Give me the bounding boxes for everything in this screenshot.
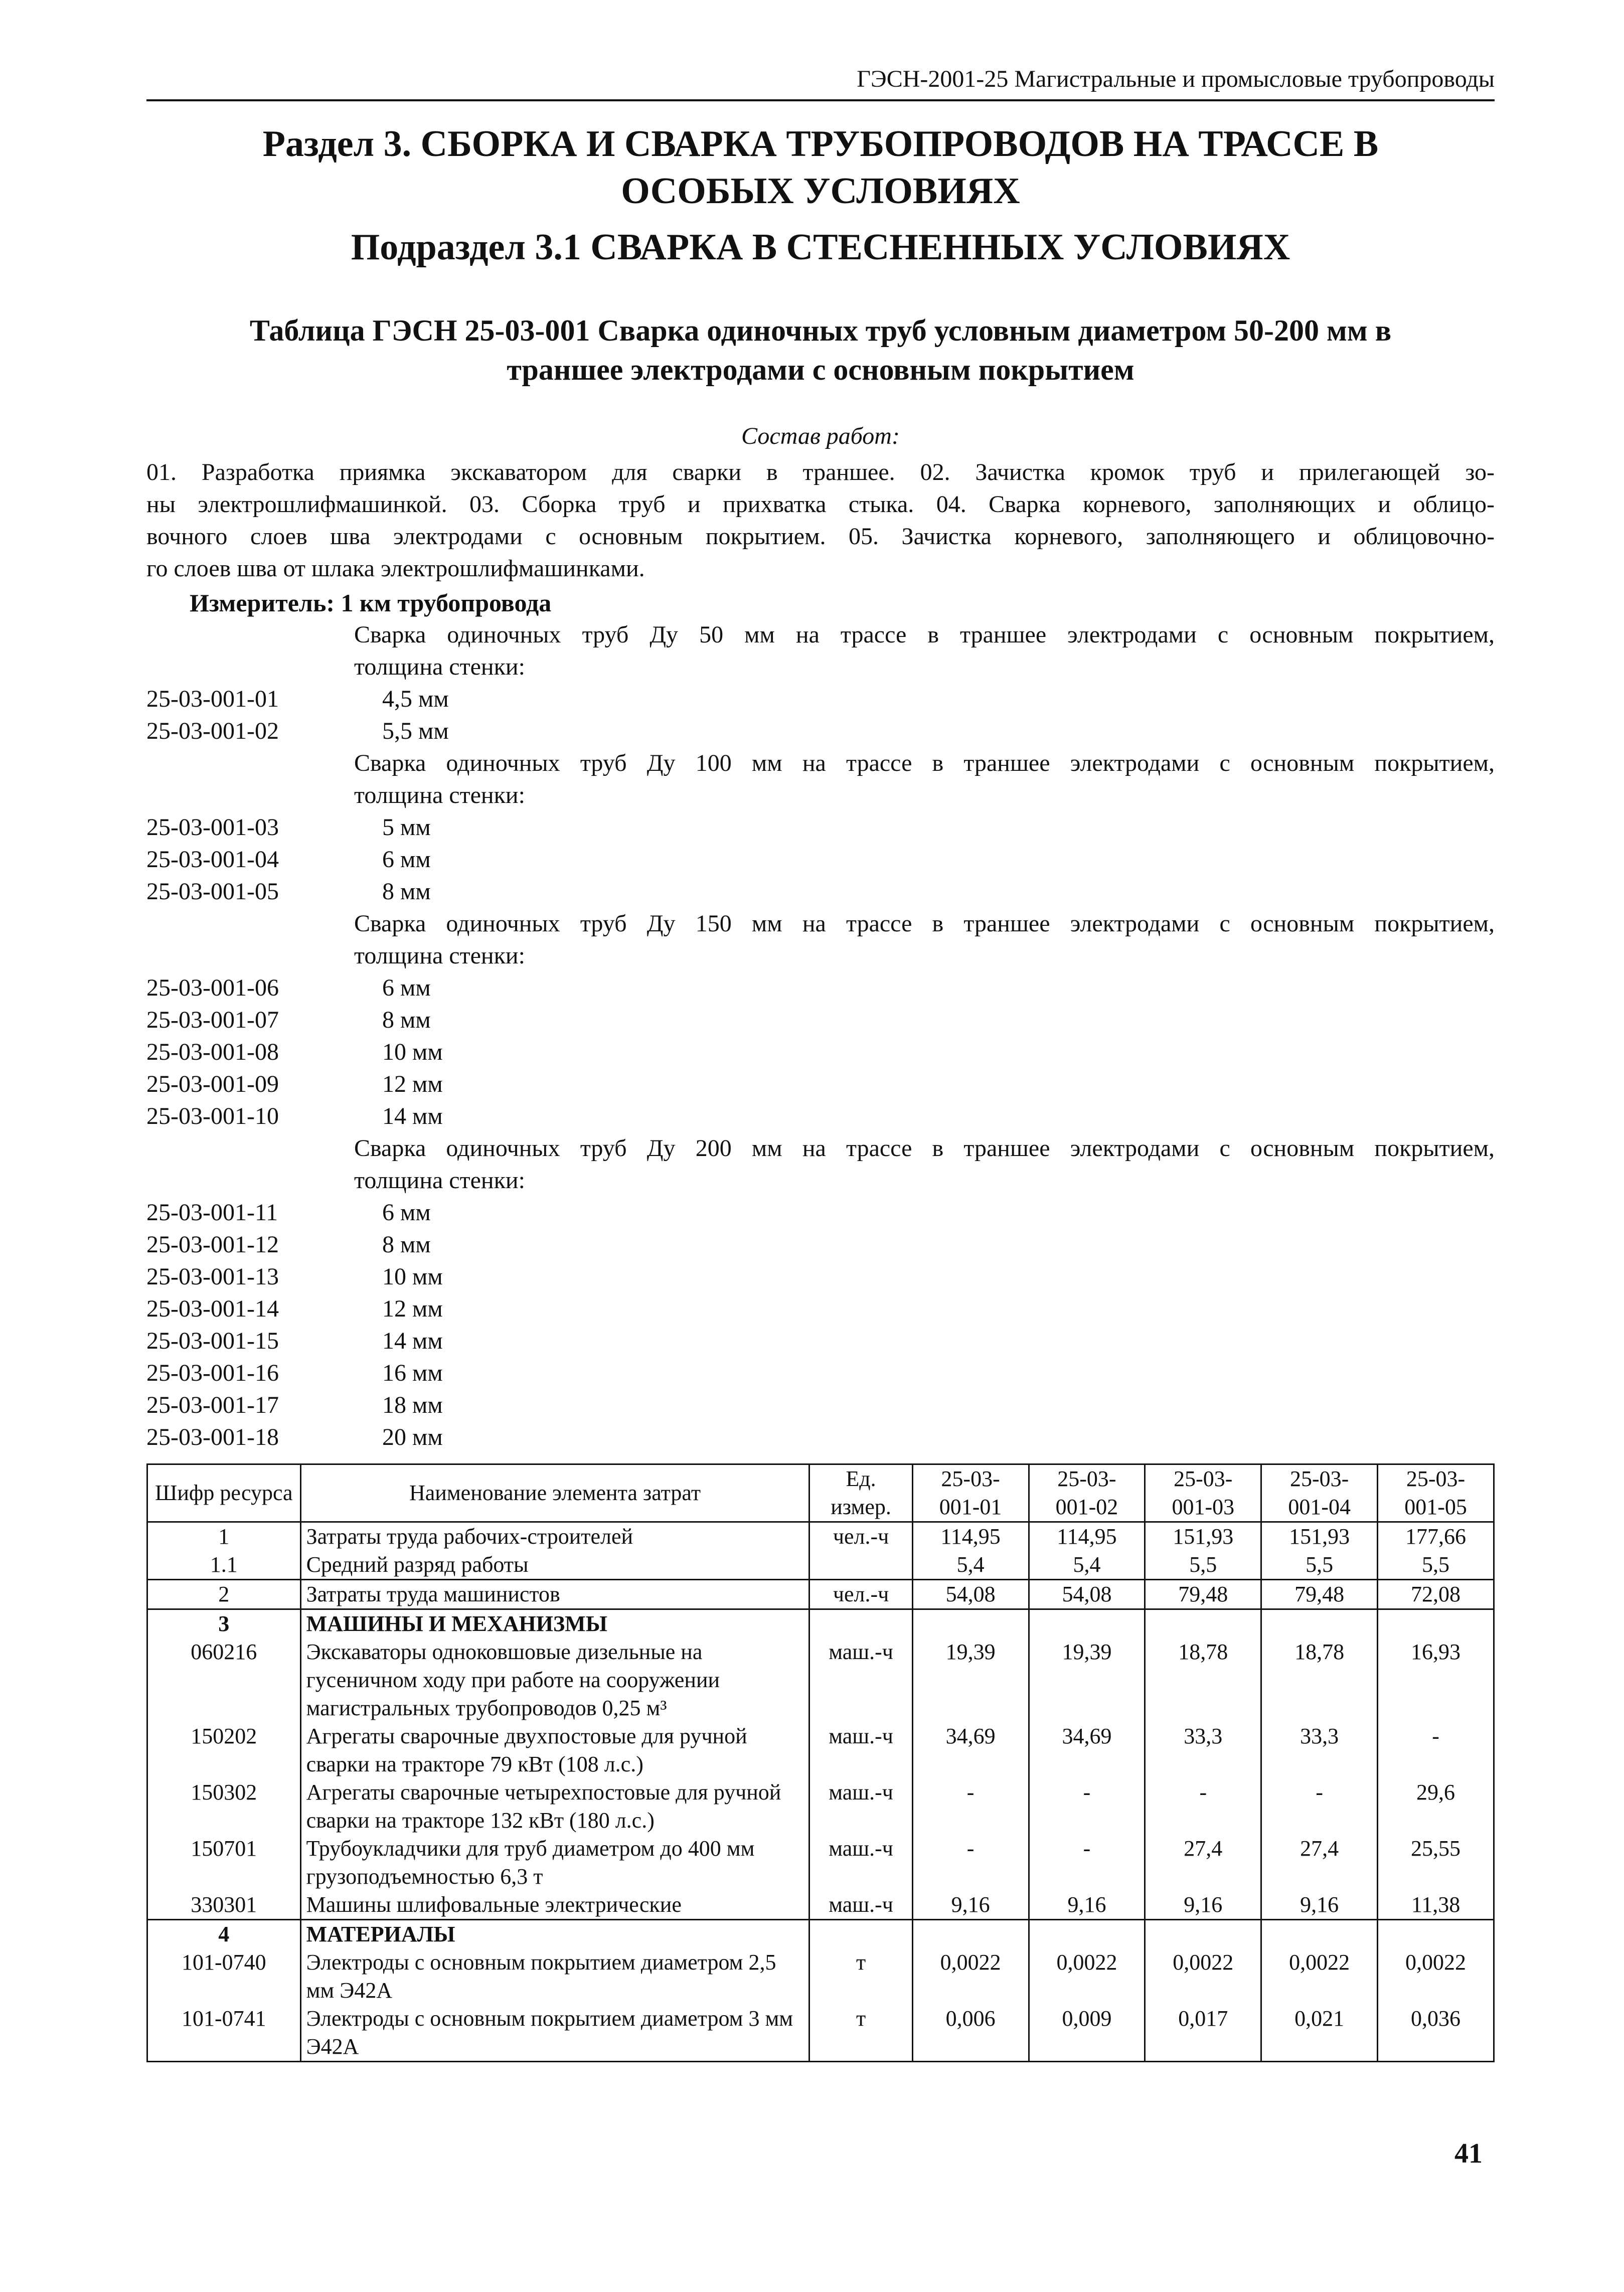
cell-value — [1145, 1609, 1261, 1639]
cell-value — [1029, 1609, 1145, 1639]
norm-code: 25-03-001-17 — [146, 1392, 279, 1418]
cell-code: 3 — [147, 1609, 301, 1639]
cell-unit — [809, 1551, 912, 1580]
wall-thickness: 16 мм — [382, 1360, 443, 1386]
cell-value: 29,6 — [1378, 1778, 1494, 1835]
cell-value: 151,93 — [1145, 1522, 1261, 1551]
cell-value — [1261, 1920, 1378, 1949]
cell-unit: т — [809, 1948, 912, 2005]
measure-label: Измеритель: — [190, 589, 335, 617]
wall-thickness: 5,5 мм — [382, 718, 449, 744]
cell-value: 16,93 — [1378, 1638, 1494, 1722]
col-header-code: Шифр ресурса — [147, 1464, 301, 1522]
wall-thickness: 12 мм — [382, 1295, 443, 1322]
cell-value: 0,0022 — [1145, 1948, 1261, 2005]
cell-value — [1145, 1920, 1261, 1949]
norm-code: 25-03-001-11 — [146, 1199, 278, 1226]
table-row — [147, 1948, 1494, 2005]
table-row — [147, 1551, 1494, 1580]
group-description — [146, 1132, 1495, 1197]
cell-value: - — [1145, 1778, 1261, 1835]
section-title — [146, 120, 1495, 215]
cell-value — [1029, 1920, 1145, 1949]
cell-name: Агрегаты сварочные двухпостовые для ручной сварки на тракторе 79 кВт (108 л.с.) — [300, 1722, 809, 1778]
table-row — [147, 1609, 1494, 1639]
norm-item — [146, 1229, 1495, 1261]
norm-item — [146, 1068, 1495, 1100]
cell-unit: т — [809, 2005, 912, 2062]
table-row — [147, 1920, 1494, 1949]
cell-value: 9,16 — [1261, 1891, 1378, 1920]
cell-unit: маш.-ч — [809, 1835, 912, 1891]
running-header: ГЭСН-2001-25 Магистральные и промысловые трубопроводы — [857, 66, 1495, 92]
cell-value: 33,3 — [1261, 1722, 1378, 1778]
cell-value: 0,0022 — [912, 1948, 1029, 2005]
norm-code: 25-03-001-08 — [146, 1039, 279, 1065]
header-rule — [146, 99, 1495, 101]
norm-item — [146, 1197, 1495, 1229]
cell-value: 18,78 — [1261, 1638, 1378, 1722]
wall-thickness: 10 мм — [382, 1039, 443, 1065]
group-description-line: Сварка одиночных труб Ду 150 мм на трассе в траншее электродами с основным покрытием, — [354, 910, 1495, 937]
norm-item — [146, 844, 1495, 876]
norm-code: 25-03-001-01 — [146, 686, 279, 712]
cell-code: 1 — [147, 1522, 301, 1551]
work-line: го слоев шва от шлака электрошлифмашинками. — [146, 555, 645, 582]
cell-unit — [809, 1609, 912, 1639]
cell-value: 0,0022 — [1029, 1948, 1145, 2005]
cell-value: 114,95 — [1029, 1522, 1145, 1551]
wall-thickness: 10 мм — [382, 1263, 443, 1290]
cell-name: Затраты труда рабочих-строителей — [300, 1522, 809, 1551]
cell-unit: маш.-ч — [809, 1722, 912, 1778]
cell-value: 54,08 — [1029, 1580, 1145, 1609]
cell-value: 19,39 — [912, 1638, 1029, 1722]
group-description-line: Сварка одиночных труб Ду 200 мм на трассе в траншее электродами с основным покрытием, — [354, 1135, 1495, 1162]
table-row — [147, 1722, 1494, 1778]
table-row — [147, 1835, 1494, 1891]
cell-value: 0,036 — [1378, 2005, 1494, 2062]
group-description — [146, 908, 1495, 972]
group-description-line: толщина стенки: — [354, 942, 525, 969]
norm-code: 25-03-001-09 — [146, 1071, 279, 1097]
table-row — [147, 1891, 1494, 1920]
wall-thickness: 6 мм — [382, 846, 431, 873]
wall-thickness: 8 мм — [382, 1231, 431, 1258]
cell-name: Трубоукладчики для труб диаметром до 400 мм грузоподъемностью 6,3 т — [300, 1835, 809, 1891]
cell-value: 9,16 — [1029, 1891, 1145, 1920]
cell-name: МАТЕРИАЛЫ — [300, 1920, 809, 1949]
cell-name: Агрегаты сварочные четырехпостовые для ручной сварки на тракторе 132 кВт (180 л.с.) — [300, 1778, 809, 1835]
group-description-line: Сварка одиночных труб Ду 50 мм на трассе в траншее электродами с основным покрытием, — [354, 621, 1495, 648]
norm-code: 25-03-001-04 — [146, 846, 279, 873]
norm-item — [146, 1357, 1495, 1389]
cell-name: Электроды с основным покрытием диаметром 2,5 мм Э42А — [300, 1948, 809, 2005]
col-header-name: Наименование элемента затрат — [300, 1464, 809, 1522]
group-description-line: толщина стенки: — [354, 782, 525, 808]
wall-thickness: 8 мм — [382, 1007, 431, 1033]
cell-code: 4 — [147, 1920, 301, 1949]
work-line: 01. Разработка приямка экскаватором для сварки в траншее. 02. Зачистка кромок труб и прилегающей зо- — [146, 459, 1495, 485]
cell-code: 101-0741 — [147, 2005, 301, 2062]
cell-unit: маш.-ч — [809, 1778, 912, 1835]
norm-item — [146, 683, 1495, 715]
group-description-line: Сварка одиночных труб Ду 100 мм на трассе в траншее электродами с основным покрытием, — [354, 750, 1495, 776]
col-header-norm: 25-03- 001-04 — [1261, 1464, 1378, 1522]
cell-unit: маш.-ч — [809, 1891, 912, 1920]
wall-thickness: 18 мм — [382, 1392, 443, 1418]
col-header-unit: Ед. измер. — [809, 1464, 912, 1522]
section-title-line-1: Раздел 3. СБОРКА И СВАРКА ТРУБОПРОВОДОВ НА ТРАССЕ В — [262, 123, 1379, 165]
cell-value: - — [1029, 1835, 1145, 1891]
cell-name: Затраты труда машинистов — [300, 1580, 809, 1609]
table-header-row — [147, 1464, 1494, 1522]
cell-value: 27,4 — [1145, 1835, 1261, 1891]
cell-code: 330301 — [147, 1891, 301, 1920]
table-row — [147, 1522, 1494, 1551]
subsection-title: Подраздел 3.1 СВАРКА В СТЕСНЕННЫХ УСЛОВИЯХ — [351, 227, 1290, 268]
cell-unit: маш.-ч — [809, 1638, 912, 1722]
work-composition-text — [146, 456, 1495, 585]
cell-code: 060216 — [147, 1638, 301, 1722]
cell-value — [912, 1609, 1029, 1639]
cell-unit: чел.-ч — [809, 1522, 912, 1551]
cell-value: 25,55 — [1378, 1835, 1494, 1891]
cell-value: 79,48 — [1261, 1580, 1378, 1609]
norm-item — [146, 1293, 1495, 1325]
wall-thickness: 5 мм — [382, 814, 431, 841]
wall-thickness: 8 мм — [382, 878, 431, 905]
norm-item — [146, 715, 1495, 747]
cell-value: 79,48 — [1145, 1580, 1261, 1609]
work-line: ны электрошлифмашинкой. 03. Сборка труб и прихватка стыка. 04. Сварка корневого, заполняющих и облицо- — [146, 491, 1495, 518]
cell-value: 0,017 — [1145, 2005, 1261, 2062]
cell-value: 9,16 — [1145, 1891, 1261, 1920]
cell-value: 19,39 — [1029, 1638, 1145, 1722]
table-row — [147, 2005, 1494, 2062]
table-row — [147, 1778, 1494, 1835]
table-title-line-1: Таблица ГЭСН 25-03-001 Сварка одиночных труб условным диаметром 50-200 мм в — [249, 314, 1392, 347]
col-header-norm: 25-03- 001-03 — [1145, 1464, 1261, 1522]
cell-value: 0,0022 — [1378, 1948, 1494, 2005]
table-row — [147, 1580, 1494, 1609]
cell-value: 27,4 — [1261, 1835, 1378, 1891]
wall-thickness: 14 мм — [382, 1103, 443, 1129]
col-header-norm: 25-03- 001-05 — [1378, 1464, 1494, 1522]
cell-value: 151,93 — [1261, 1522, 1378, 1551]
cell-value: 34,69 — [912, 1722, 1029, 1778]
norm-item — [146, 876, 1495, 908]
norm-item — [146, 1261, 1495, 1293]
norm-item — [146, 1100, 1495, 1132]
cell-name: Средний разряд работы — [300, 1551, 809, 1580]
col-header-norm: 25-03- 001-01 — [912, 1464, 1029, 1522]
table-title-line-2: траншее электродами с основным покрытием — [507, 353, 1134, 386]
norm-code: 25-03-001-10 — [146, 1103, 279, 1129]
wall-thickness: 12 мм — [382, 1071, 443, 1097]
cell-code: 150302 — [147, 1778, 301, 1835]
wall-thickness: 14 мм — [382, 1328, 443, 1354]
norm-code: 25-03-001-16 — [146, 1360, 279, 1386]
norm-item — [146, 972, 1495, 1004]
group-description — [146, 619, 1495, 683]
norm-code: 25-03-001-13 — [146, 1263, 279, 1290]
cell-value: - — [912, 1778, 1029, 1835]
norm-code: 25-03-001-06 — [146, 974, 279, 1001]
cell-value — [1261, 1609, 1378, 1639]
norm-code: 25-03-001-03 — [146, 814, 279, 841]
cell-code: 150202 — [147, 1722, 301, 1778]
cell-value: 5,5 — [1145, 1551, 1261, 1580]
norm-code: 25-03-001-18 — [146, 1424, 279, 1450]
cell-name: МАШИНЫ И МЕХАНИЗМЫ — [300, 1609, 809, 1639]
cell-name: Машины шлифовальные электрические — [300, 1891, 809, 1920]
cell-value: - — [1261, 1778, 1378, 1835]
cell-value: 5,5 — [1261, 1551, 1378, 1580]
group-description-line: толщина стенки: — [354, 653, 525, 680]
work-line: вочного слоев шва электродами с основным покрытием. 05. Зачистка корневого, заполняющего и облицовочно- — [146, 523, 1495, 550]
cell-value: 177,66 — [1378, 1522, 1494, 1551]
page-number: 41 — [1454, 2138, 1483, 2169]
cell-value: 72,08 — [1378, 1580, 1494, 1609]
cell-value: 18,78 — [1145, 1638, 1261, 1722]
wall-thickness: 6 мм — [382, 1199, 431, 1226]
cell-value: 0,006 — [912, 2005, 1029, 2062]
norm-code: 25-03-001-05 — [146, 878, 279, 905]
wall-thickness: 6 мм — [382, 974, 431, 1001]
measure-unit — [190, 587, 551, 619]
norm-code: 25-03-001-15 — [146, 1328, 279, 1354]
group-description — [146, 747, 1495, 811]
norm-item — [146, 1421, 1495, 1453]
cell-unit: чел.-ч — [809, 1580, 912, 1609]
norm-item — [146, 1004, 1495, 1036]
norm-item — [146, 811, 1495, 844]
norm-code: 25-03-001-02 — [146, 718, 279, 744]
cell-code: 101-0740 — [147, 1948, 301, 2005]
cell-code: 2 — [147, 1580, 301, 1609]
cell-value — [912, 1920, 1029, 1949]
cell-value: 0,0022 — [1261, 1948, 1378, 2005]
resource-table — [146, 1463, 1495, 2062]
norm-items-list — [146, 619, 1495, 1453]
cell-value: 54,08 — [912, 1580, 1029, 1609]
wall-thickness: 4,5 мм — [382, 686, 449, 712]
cell-value: 9,16 — [912, 1891, 1029, 1920]
cell-name: Экскаваторы одноковшовые дизельные на гусеничном ходу при работе на сооружении магистральных трубопроводов 0,25 м³ — [300, 1638, 809, 1722]
cell-unit — [809, 1920, 912, 1949]
cell-value: 5,5 — [1378, 1551, 1494, 1580]
group-description-line: толщина стенки: — [354, 1167, 525, 1194]
table-row — [147, 1638, 1494, 1722]
section-title-line-2: ОСОБЫХ УСЛОВИЯХ — [621, 171, 1020, 212]
norm-item — [146, 1325, 1495, 1357]
norm-code: 25-03-001-12 — [146, 1231, 279, 1258]
cell-code: 150701 — [147, 1835, 301, 1891]
work-composition-title: Состав работ: — [741, 423, 900, 449]
table-title — [146, 311, 1495, 389]
norm-code: 25-03-001-14 — [146, 1295, 279, 1322]
cell-value: 114,95 — [912, 1522, 1029, 1551]
col-header-norm: 25-03- 001-02 — [1029, 1464, 1145, 1522]
measure-value: 1 км трубопровода — [341, 589, 552, 617]
cell-value: 5,4 — [912, 1551, 1029, 1580]
cell-value: 11,38 — [1378, 1891, 1494, 1920]
cell-code: 1.1 — [147, 1551, 301, 1580]
cell-value: 0,021 — [1261, 2005, 1378, 2062]
cell-value — [1378, 1609, 1494, 1639]
cell-value: - — [912, 1835, 1029, 1891]
cell-value — [1378, 1920, 1494, 1949]
wall-thickness: 20 мм — [382, 1424, 443, 1450]
norm-item — [146, 1036, 1495, 1068]
norm-item — [146, 1389, 1495, 1421]
cell-value: 0,009 — [1029, 2005, 1145, 2062]
cell-value: 34,69 — [1029, 1722, 1145, 1778]
cell-value: 5,4 — [1029, 1551, 1145, 1580]
cell-name: Электроды с основным покрытием диаметром 3 мм Э42А — [300, 2005, 809, 2062]
cell-value: - — [1029, 1778, 1145, 1835]
cell-value: - — [1378, 1722, 1494, 1778]
cell-value: 33,3 — [1145, 1722, 1261, 1778]
norm-code: 25-03-001-07 — [146, 1007, 279, 1033]
